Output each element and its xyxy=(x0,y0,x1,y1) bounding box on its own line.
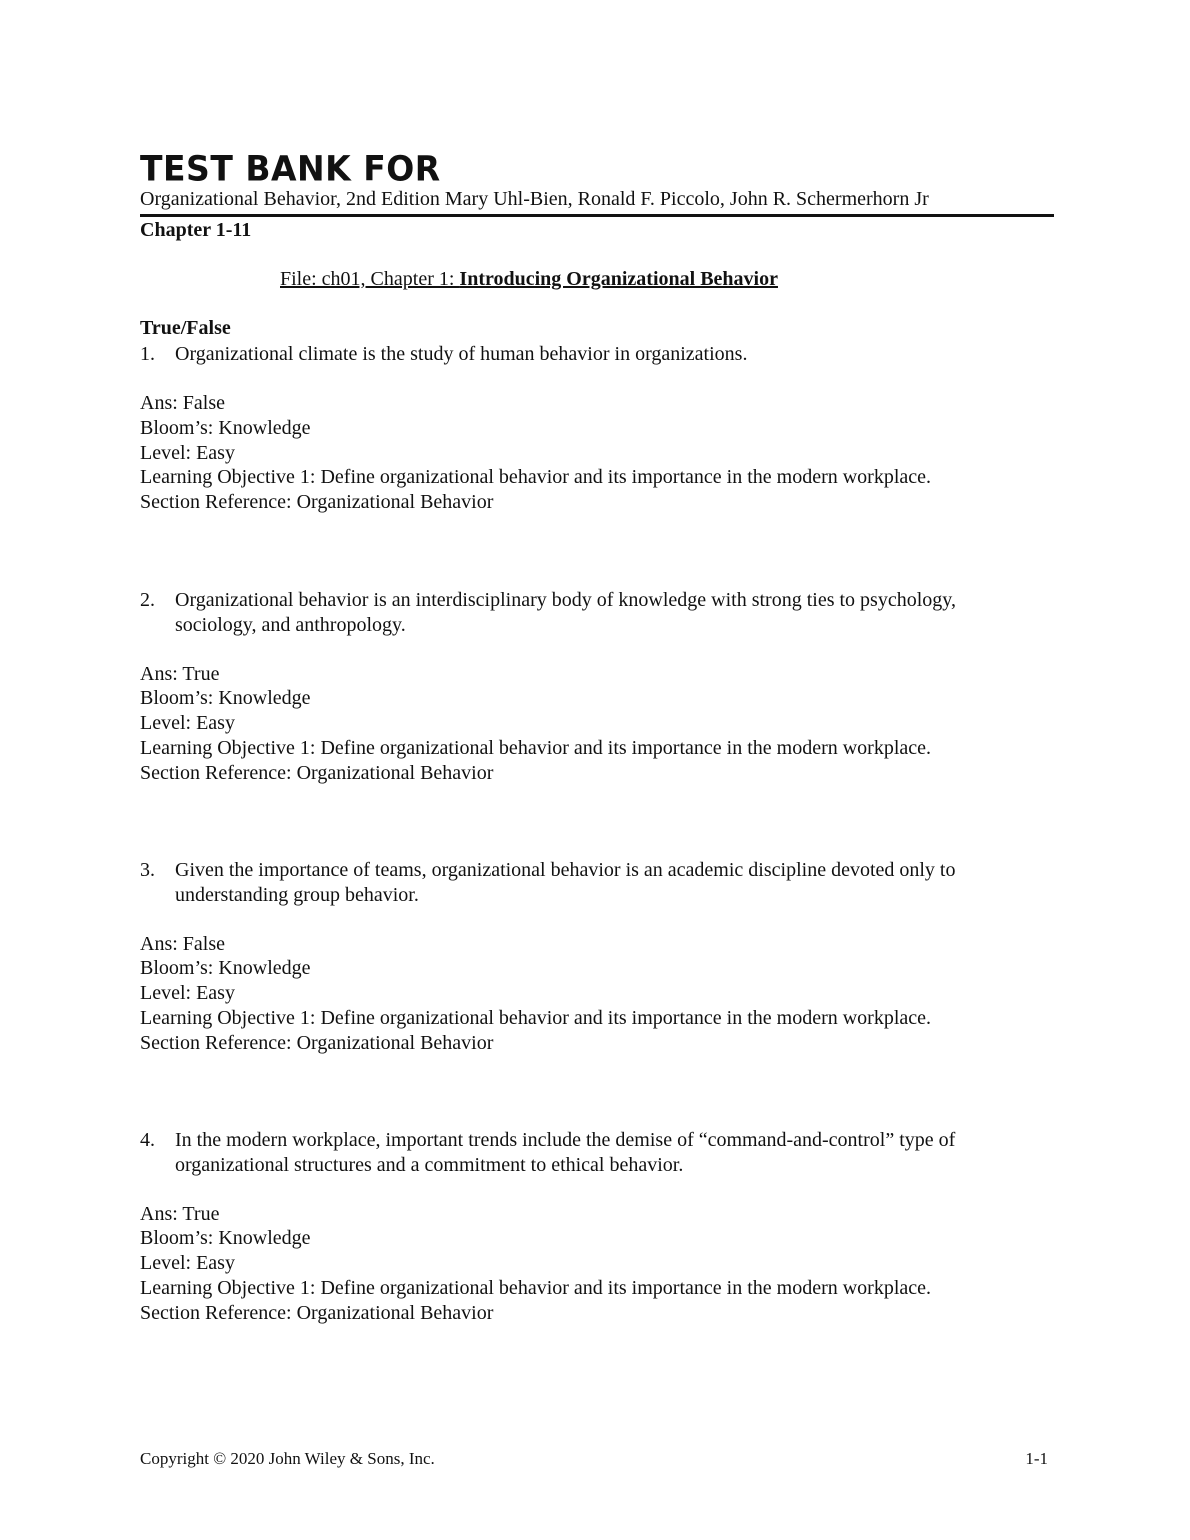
chapter-title: Introducing Organizational Behavior xyxy=(459,268,778,290)
section-reference: Section Reference: Organizational Behavior xyxy=(140,1031,494,1054)
question-text: Given the importance of teams, organizational behavior is an academic discipline devoted only to understanding group behavior. xyxy=(175,859,956,906)
chapter-range: Chapter 1-11 xyxy=(140,219,252,241)
question-text: Organizational climate is the study of human behavior in organizations. xyxy=(175,343,748,365)
question-text: Organizational behavior is an interdisciplinary body of knowledge with strong ties to psychology, sociology, and anthropology. xyxy=(175,589,956,636)
section-reference: Section Reference: Organizational Behavior xyxy=(140,1301,494,1324)
question-meta xyxy=(140,932,1040,1056)
question-number: 1. xyxy=(140,343,155,365)
question-item xyxy=(140,342,1040,515)
question-item xyxy=(140,858,1040,1055)
question-text-block xyxy=(140,858,1040,907)
book-subtitle: Organizational Behavior, 2nd Edition Mary Uhl-Bien, Ronald F. Piccolo, John R. Schermerhorn Jr xyxy=(140,188,929,210)
answer: Ans: True xyxy=(140,662,220,685)
question-meta xyxy=(140,1202,1040,1326)
section-reference: Section Reference: Organizational Behavior xyxy=(140,491,494,514)
document-title: TEST BANK FOR xyxy=(140,148,441,189)
question-number: 3. xyxy=(140,859,155,881)
blooms-level: Bloom’s: Knowledge xyxy=(140,687,311,710)
learning-objective: Learning Objective 1: Define organizational behavior and its importance in the modern workplace. xyxy=(140,1006,932,1029)
question-number: 4. xyxy=(140,1129,155,1151)
copyright-notice: Copyright © 2020 John Wiley & Sons, Inc. xyxy=(140,1449,435,1468)
file-line-prefix: File: ch01, Chapter 1: xyxy=(280,268,460,290)
learning-objective: Learning Objective 1: Define organizational behavior and its importance in the modern workplace. xyxy=(140,1276,932,1299)
question-text-block xyxy=(140,588,1040,637)
question-meta xyxy=(140,662,1040,786)
question-item xyxy=(140,1128,1040,1325)
question-text-block xyxy=(140,342,1040,367)
question-meta xyxy=(140,391,1040,515)
difficulty-level: Level: Easy xyxy=(140,712,235,735)
section-reference: Section Reference: Organizational Behavior xyxy=(140,761,494,784)
question-item xyxy=(140,588,1040,785)
file-line xyxy=(280,268,778,291)
blooms-level: Bloom’s: Knowledge xyxy=(140,1227,311,1250)
blooms-level: Bloom’s: Knowledge xyxy=(140,957,311,980)
learning-objective: Learning Objective 1: Define organizational behavior and its importance in the modern workplace. xyxy=(140,736,932,759)
difficulty-level: Level: Easy xyxy=(140,1252,235,1275)
question-text: In the modern workplace, important trends include the demise of “command-and-control” type of organizational structures and a commitment to ethical behavior. xyxy=(175,1129,956,1176)
difficulty-level: Level: Easy xyxy=(140,982,235,1005)
answer: Ans: False xyxy=(140,932,225,955)
question-number: 2. xyxy=(140,589,155,611)
header-rule xyxy=(140,214,1054,217)
difficulty-level: Level: Easy xyxy=(140,441,235,464)
question-text-block xyxy=(140,1128,1040,1177)
learning-objective: Learning Objective 1: Define organizational behavior and its importance in the modern workplace. xyxy=(140,466,932,489)
section-heading: True/False xyxy=(140,317,231,339)
answer: Ans: False xyxy=(140,392,225,414)
page-number: 1-1 xyxy=(1025,1449,1048,1468)
answer: Ans: True xyxy=(140,1202,220,1225)
blooms-level: Bloom’s: Knowledge xyxy=(140,416,311,439)
